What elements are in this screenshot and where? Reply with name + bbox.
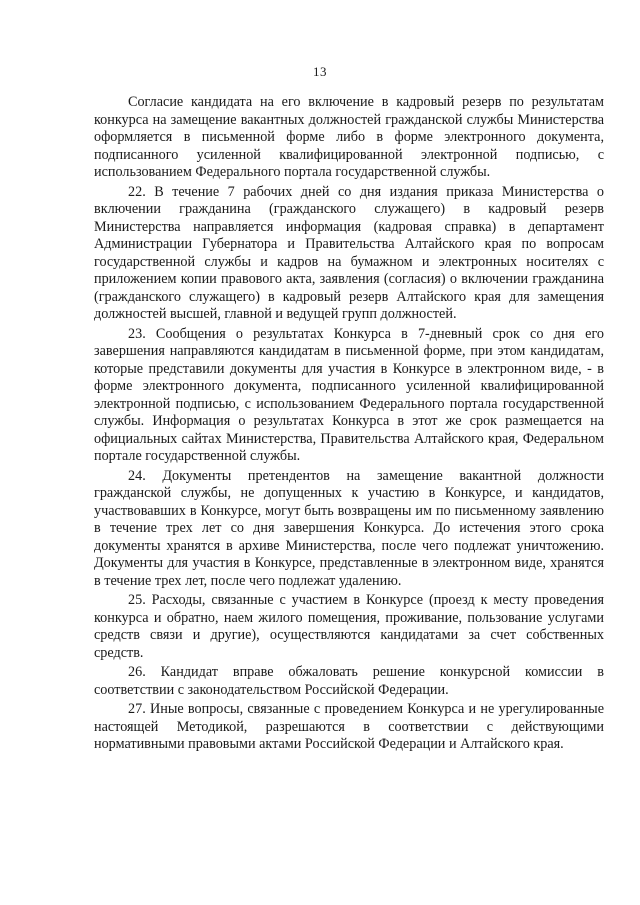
paragraph-23: 23. Сообщения о результатах Конкурса в 7-дневный срок со дня его завершения направляются кандидатам в письменной форме, при этом кандидатам, которые представили документы для участия в Конкурсе в электронном виде, - в форме электронного документа, подписанного усиленной квалифицированной электронной подписью, с использованием Федерального портала государственной службы. Информация о результатах Конкурса в этот же срок размещается на официальных сайтах Министерства, Правительства Алтайского края, Федеральном портале государственной службы. <box>94 325 604 464</box>
paragraph-24: 24. Документы претендентов на замещение вакантной должности гражданской службы, не допущенных к участию в Конкурсе, и кандидатов, участвовавших в Конкурсе, могут быть возвращены им по письменному заявлению в течение трех лет со дня завершения Конкурса. До истечения этого срока документы хранятся в архиве Министерства, после чего подлежат уничтожению. Документы для участия в Конкурсе, представленные в электронном виде, хранятся в течение трех лет, после чего подлежат удалению. <box>94 467 604 589</box>
paragraph-consent: Согласие кандидата на его включение в кадровый резерв по результатам конкурса на замещение вакантных должностей гражданской службы Министерства оформляется в письменной форме либо в форме электронного документа, подписанного усиленной квалифицированной электронной подписью, с использованием Федерального портала государственной службы. <box>94 94 604 180</box>
document-body <box>94 94 604 756</box>
paragraph-25: 25. Расходы, связанные с участием в Конкурсе (проезд к месту проведения конкурса и обратно, наем жилого помещения, проживание, пользование услугами средств связи и другие), осуществляются кандидатами за счет собственных средств. <box>94 592 604 661</box>
page-number: 13 <box>313 64 327 79</box>
paragraph-22: 22. В течение 7 рабочих дней со дня издания приказа Министерства о включении гражданина (гражданского служащего) в кадровый резерв Министерства направляется информация (кадровая справка) в департамент Администрации Губернатора и Правительства Алтайского края по вопросам государственной службы и кадров на бумажном и электронных носителях с приложением копии правового акта, заявления (согласия) о включении гражданина (гражданского служащего) в кадровый резерв Алтайского края для замещения должностей высшей, главной и ведущей групп должностей. <box>94 183 604 322</box>
paragraph-27: 27. Иные вопросы, связанные с проведением Конкурса и не урегулированные настоящей Методикой, разрешаются в соответствии с действующими нормативными правовыми актами Российской Федерации и Алтайского края. <box>94 701 604 752</box>
paragraph-26: 26. Кандидат вправе обжаловать решение конкурсной комиссии в соответствии с законодательством Российской Федерации. <box>94 664 604 698</box>
